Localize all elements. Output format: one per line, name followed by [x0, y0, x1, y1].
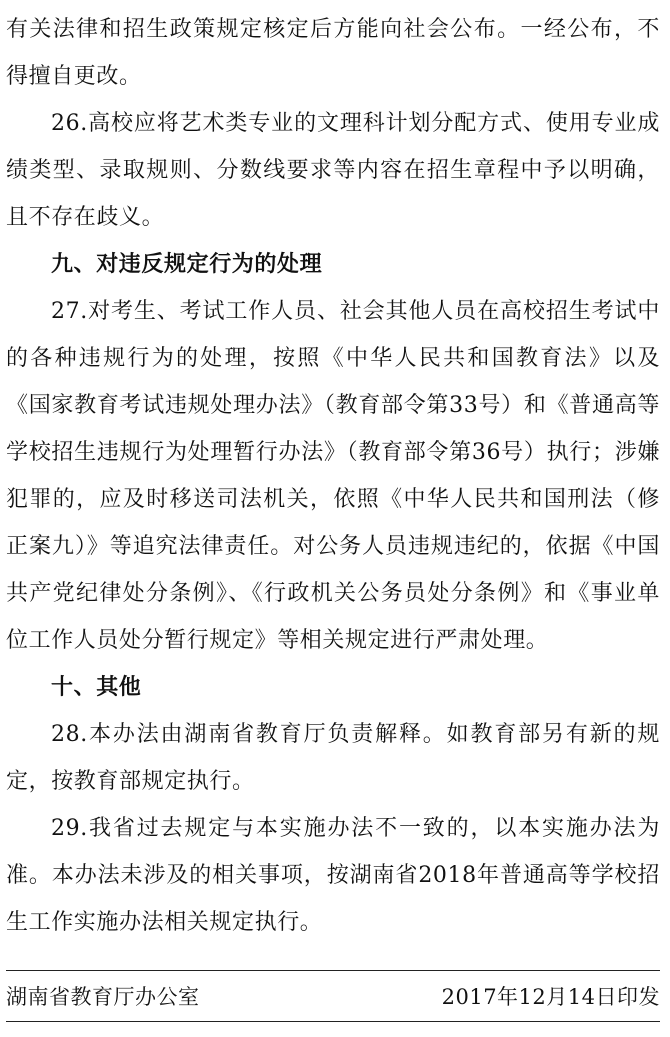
document-footer	[6, 970, 660, 1022]
footer-date: 2017年12月14日印发	[441, 985, 660, 1009]
paragraph-item-29: 29.我省过去规定与本实施办法不一致的，以本实施办法为准。本办法未涉及的相关事项，按湖南省2018年普通高等学校招生工作实施办法相关规定执行。	[6, 816, 660, 935]
paragraph-item-26: 26.高校应将艺术类专业的文理科计划分配方式、使用专业成绩类型、录取规则、分数线要求等内容在招生章程中予以明确，且不存在歧义。	[6, 111, 660, 230]
section-heading-10: 十、其他	[51, 675, 142, 700]
document-body	[6, 6, 660, 946]
section-heading-9: 九、对违反规定行为的处理	[51, 252, 323, 277]
paragraph-item-27: 27.对考生、考试工作人员、社会其他人员在高校招生考试中的各种违规行为的处理，按照《中华人民共和国教育法》以及《国家教育考试违规处理办法》（教育部令第33号）和《普通高等学校招生违规行为处理暂行办法》（教育部令第36号）执行；涉嫌犯罪的，应及时移送司法机关，依照《中华人民共和国刑法（修正案九）》等追究法律责任。对公务人员违规违纪的，依据《中国共产党纪律处分条例》、《行政机关公务员处分条例》和《事业单位工作人员处分暂行规定》等相关规定进行严肃处理。	[6, 299, 660, 653]
paragraph-continuation: 有关法律和招生政策规定核定后方能向社会公布。一经公布，不得擅自更改。	[6, 17, 660, 89]
paragraph-item-28: 28.本办法由湖南省教育厅负责解释。如教育部另有新的规定，按教育部规定执行。	[6, 722, 660, 794]
footer-issuer: 湖南省教育厅办公室	[6, 985, 200, 1009]
